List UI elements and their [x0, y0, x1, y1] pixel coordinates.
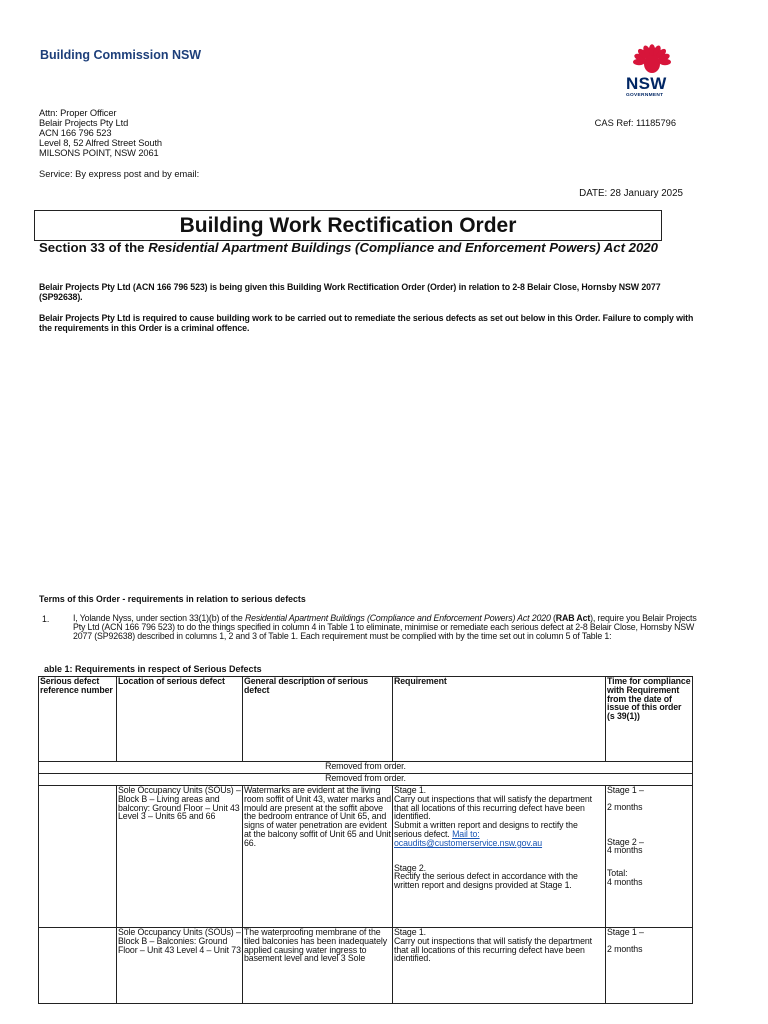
address-line: Belair Projects Pty Ltd [39, 118, 129, 128]
recipient-address [39, 108, 162, 158]
stage-1-label: Stage 1. [394, 785, 426, 795]
email-link[interactable]: ocaudits@customerservice.nsw.gov.au [394, 837, 543, 848]
defects-table [38, 676, 693, 1004]
agency-name: Building Commission NSW [40, 48, 202, 62]
time-total-value: 4 months [607, 876, 643, 887]
table-row [39, 928, 693, 1004]
time-stage-1-value: 2 months [607, 801, 643, 812]
intro-paragraph-2: Belair Projects Pty Ltd is required to cause building work to be carried out to remediate the serious defects as set out below in this Order. Failure to comply with the requirements in this Order is a criminal offence. [39, 313, 694, 333]
item-act-short: RAB Act [555, 613, 591, 623]
stage-1-text: Carry out inspections that will satisfy the department that all locations of this recurring defect have been identified. [394, 793, 592, 822]
order-date: DATE: 28 January 2025 [579, 188, 683, 199]
logo-wordmark: NSW [626, 74, 667, 93]
logo-centre [644, 55, 660, 73]
item-text-start: I, Yolande Nyss, under section 33(1)(b) of the [73, 613, 245, 623]
logo-petal [659, 59, 671, 65]
time-cell [606, 928, 693, 1004]
list-item-number: 1. [42, 614, 50, 624]
time-total-label: Total: [607, 868, 628, 879]
intro-paragraph-1: Belair Projects Pty Ltd (ACN 166 796 523) is being given this Building Work Rectification Order (Order) in relation to 2-8 Belair Close, Hornsby NSW 2077 (SP92638). [39, 282, 661, 302]
removed-row: Removed from order. [39, 774, 693, 786]
item-text-open: ( [550, 613, 556, 623]
defect-location-cell: Sole Occupancy Units (SOUs) – Block B – Living areas and balcony: Ground Floor – Unit 43 Level 3 – Units 65 and 66 [117, 786, 243, 928]
address-line: Attn: Proper Officer [39, 108, 117, 118]
submit-text: Submit a written report and designs to rectify the serious defect. [394, 820, 578, 839]
service-method: Service: By express post and by email: [39, 169, 200, 179]
table-row [39, 786, 693, 928]
stage-1-text: Carry out inspections that will satisfy the department that all locations of this recurring defect have been identified. [394, 935, 592, 964]
address-line: MILSONS POINT, NSW 2061 [39, 148, 159, 158]
item-text-end: ), require you Belair Projects Pty Ltd (ACN 166 796 523) to do the things specified in column 4 in Table 1 to eliminate, minimise or remediate each serious defect at 2-8 Belair Close, Hornsby NSW 2077 (SP92638) described in columns 1, 2 and 3 of Table 1. Each requirement must be complied with by the time set out in column 5 of Table 1: [73, 613, 697, 641]
time-stage-1-value: 2 months [607, 943, 643, 954]
requirement-cell [393, 786, 606, 928]
time-stage-2-value: 4 months [607, 845, 643, 856]
stage-1-label: Stage 1. [394, 927, 426, 937]
header-ref-number: Serious defect reference number [39, 677, 117, 762]
stage-2-text: Rectify the serious defect in accordance with the written report and designs provided at Stage 1. [394, 871, 578, 891]
table-row [39, 774, 693, 786]
mail-to-link[interactable]: Mail to: [452, 828, 480, 839]
defect-description-cell: The waterproofing membrane of the tiled balconies has been inadequately applied causing water ingress to basement level and level 3 Sole [243, 928, 393, 1004]
section-act-name: Residential Apartment Buildings (Compliance and Enforcement Powers) Act 2020 [148, 240, 658, 255]
time-cell [606, 786, 693, 928]
requirement-cell [393, 928, 606, 1004]
table-caption: able 1: Requirements in respect of Serious Defects [44, 664, 262, 674]
address-line: Level 8, 52 Alfred Street South [39, 138, 163, 148]
time-stage-1-label: Stage 1 – [607, 785, 644, 795]
terms-item-1 [73, 614, 698, 640]
defect-ref-cell [39, 786, 117, 928]
section-heading [39, 241, 679, 255]
table-row [39, 762, 693, 774]
stage-2-label: Stage 2. [394, 862, 426, 873]
item-act-name: Residential Apartment Buildings (Compliance and Enforcement Powers) Act 2020 [244, 613, 551, 623]
cas-reference: CAS Ref: 11185796 [594, 118, 676, 128]
defect-ref-cell [39, 928, 117, 1004]
header-description: General description of serious defect [243, 677, 393, 762]
address-line: ACN 166 796 523 [39, 128, 112, 138]
header-location: Location of serious defect [117, 677, 243, 762]
stage-1-submit [394, 821, 604, 847]
table-header-row [39, 677, 693, 762]
header-requirement: Requirement [393, 677, 606, 762]
terms-heading: Terms of this Order - requirements in relation to serious defects [39, 594, 306, 604]
removed-row: Removed from order. [39, 762, 693, 774]
logo-subtitle: GOVERNMENT [626, 93, 664, 98]
time-stage-2-label: Stage 2 – [607, 836, 644, 847]
time-stage-1-label: Stage 1 – [607, 927, 644, 937]
section-prefix: Section 33 of the [39, 240, 149, 255]
defect-description-cell: Watermarks are evident at the living room soffit of Unit 43, water marks and mould are present at the soffit above the bedroom entrance of Unit 65, and signs of water penetration are evident at the balcony soffit of Unit 65 and Unit 66. [243, 786, 393, 928]
header-time-for-compliance: Time for compliance with Requirement from the date of issue of this order (s 39(1)) [606, 677, 693, 762]
defect-location-cell: Sole Occupancy Units (SOUs) – Block B – Balconies: Ground Floor – Unit 43 Level 4 – Unit 73 [117, 928, 243, 1004]
order-title: Building Work Rectification Order [34, 210, 662, 241]
